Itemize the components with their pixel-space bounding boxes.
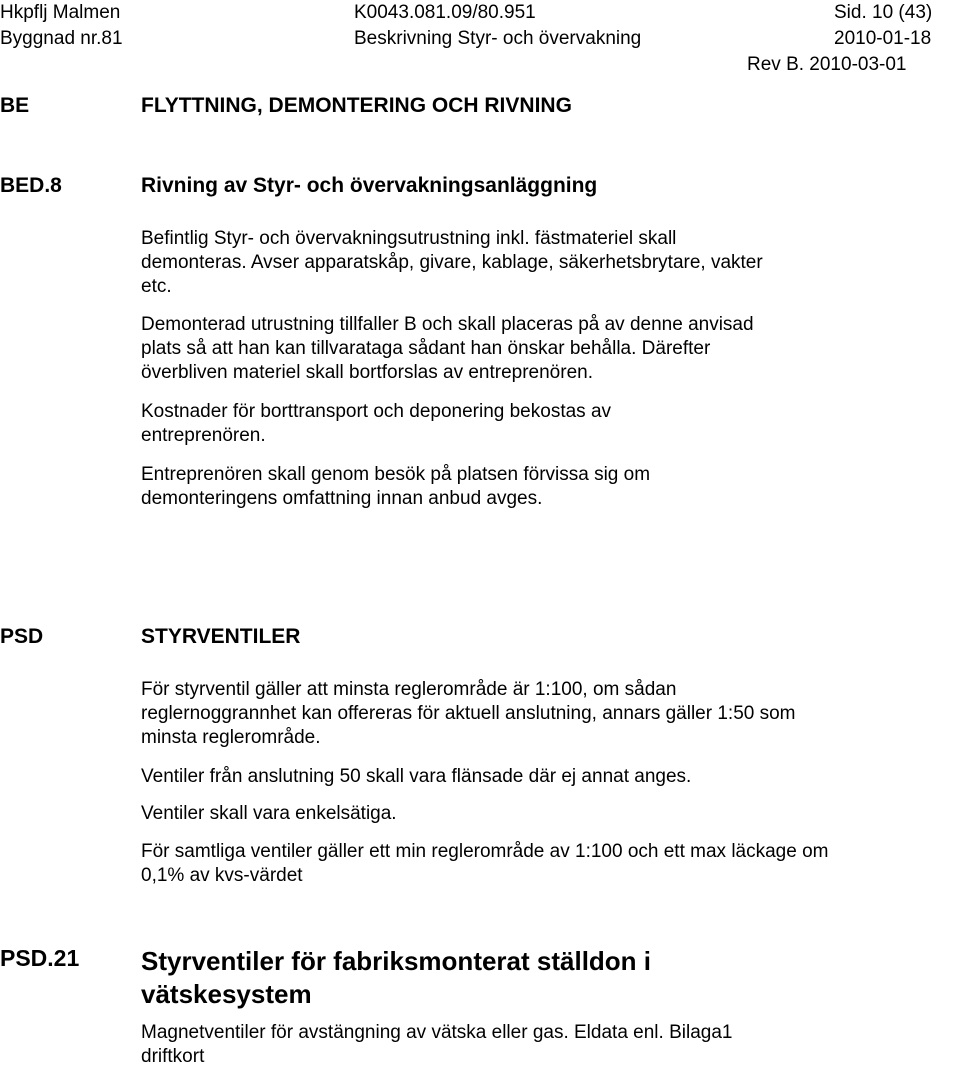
- section-title-psd21: Styrventiler för fabriksmonterat ställdon i vätskesystem: [141, 946, 652, 1009]
- bed8-paragraph-1: Befintlig Styr- och övervakningsutrustning inkl. fästmateriel skall demonteras. Avser apparatskåp, givare, kablage, säkerhetsbrytare, vakter etc.: [141, 228, 763, 297]
- section-title-bed8: Rivning av Styr- och övervakningsanläggning: [141, 174, 598, 197]
- psd-paragraph-1: För styrventil gäller att minsta reglerområde är 1:100, om sådan reglernoggrannhet kan offereras för aktuell anslutning, annars gäller 1:50 som minsta reglerområde.: [141, 679, 796, 748]
- bed8-paragraph-2: Demonterad utrustning tillfaller B och skall placeras på av denne anvisad plats så att han kan tillvarataga sådant han önskar behålla. Därefter överbliven materiel skall bortforslas av entreprenören.: [141, 314, 754, 383]
- bed8-paragraph-4: Entreprenören skall genom besök på platsen förvissa sig om demonteringens omfattning innan anbud avges.: [141, 464, 651, 509]
- header-page-number: Sid. 10 (43): [834, 2, 933, 23]
- psd-paragraph-2: Ventiler från anslutning 50 skall vara flänsade där ej annat anges.: [141, 766, 692, 787]
- section-code-be: BE: [0, 94, 30, 117]
- header-doc-title: Beskrivning Styr- och övervakning: [354, 28, 642, 49]
- header-doc-number: K0043.081.09/80.951: [354, 2, 536, 23]
- section-code-psd21: PSD.21: [0, 945, 80, 971]
- header-building: Byggnad nr.81: [0, 28, 123, 49]
- bed8-paragraph-3: Kostnader för borttransport och deponering bekostas av entreprenören.: [141, 401, 612, 446]
- header-revision: Rev B. 2010-03-01: [747, 54, 907, 75]
- section-title-psd: STYRVENTILER: [141, 625, 301, 648]
- section-title-be: FLYTTNING, DEMONTERING OCH RIVNING: [141, 94, 572, 117]
- section-code-bed8: BED.8: [0, 174, 62, 197]
- section-code-psd: PSD: [0, 625, 44, 648]
- header-date: 2010-01-18: [834, 28, 932, 49]
- psd-paragraph-4: För samtliga ventiler gäller ett min reglerområde av 1:100 och ett max läckage om 0,1% av kvs-värdet: [141, 841, 829, 886]
- header-org: Hkpflj Malmen: [0, 2, 121, 23]
- psd-paragraph-3: Ventiler skall vara enkelsätiga.: [141, 803, 397, 824]
- psd21-paragraph-1: Magnetventiler för avstängning av vätska eller gas. Eldata enl. Bilaga1 driftkort: [141, 1022, 733, 1067]
